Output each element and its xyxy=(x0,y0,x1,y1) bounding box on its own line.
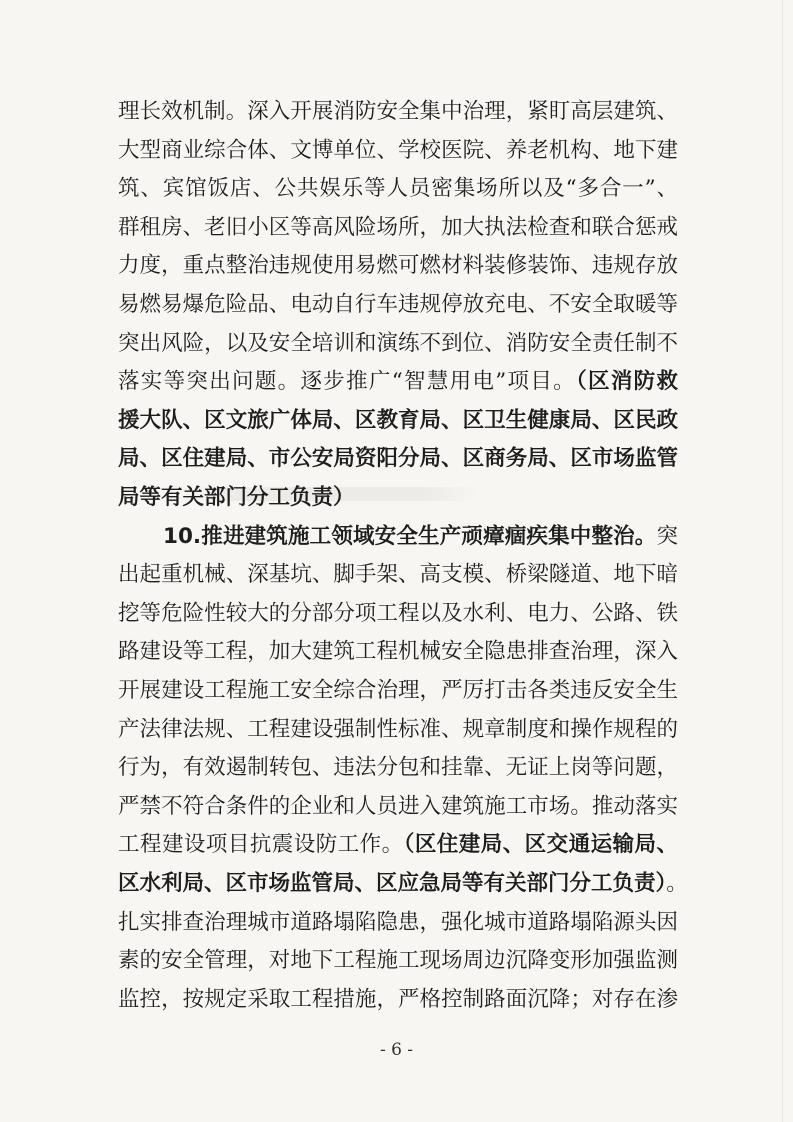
text-segment: 产法律法规、工程建设强制性标准、规章制度和操作规程的 xyxy=(118,716,678,742)
text-segment: 素的安全管理，对地下工程施工现场周边沉降变形加强监测 xyxy=(118,948,678,974)
text-segment: 筑、宾馆饭店、公共娱乐等人员密集场所以及“多合一”、 xyxy=(118,176,678,202)
text-line xyxy=(118,676,678,706)
text-segment: 群租房、老旧小区等高风险场所，加大执法检查和联合惩戒 xyxy=(118,214,678,240)
text-line xyxy=(118,985,678,1015)
text-line xyxy=(118,136,678,166)
text-segment: 突 xyxy=(656,523,678,549)
text-line xyxy=(118,599,678,629)
text-segment: 严禁不符合条件的企业和人员进入建筑施工市场。推动落实 xyxy=(118,793,678,819)
text-segment: 出起重机械、深基坑、脚手架、高支模、桥梁隧道、地下暗 xyxy=(118,562,678,588)
text-segment: 行为，有效遏制转包、违法分包和挂靠、无证上岗等问题， xyxy=(118,755,678,781)
text-line xyxy=(118,753,678,783)
text-line xyxy=(118,830,678,860)
bold-text: （区住建局、区交通运输局、 xyxy=(403,832,678,858)
text-segment: 大型商业综合体、文博单位、学校医院、养老机构、地下建 xyxy=(118,137,678,163)
text-segment: 力度，重点整治违规使用易燃可燃材料装修装饰、违规存放 xyxy=(118,253,678,279)
page-number: - 6 - xyxy=(379,1040,414,1060)
bold-text: 10.推进建筑施工领域安全生产顽瘴痼疾集中整治。 xyxy=(163,523,657,549)
text-segment: 挖等危险性较大的分部分项工程以及水利、电力、公路、铁 xyxy=(118,600,678,626)
text-segment: 开展建设工程施工安全综合治理，严厉打击各类违反安全生 xyxy=(118,678,678,703)
text-line xyxy=(163,522,678,552)
bold-text: （区消防救 xyxy=(575,369,678,395)
text-segment: 路建设等工程，加大建筑工程机械安全隐患排查治理，深入 xyxy=(118,639,678,665)
text-line xyxy=(118,290,678,320)
text-segment: 工程建设项目抗震设防工作。 xyxy=(118,832,404,858)
text-line xyxy=(118,637,678,667)
text-line xyxy=(118,946,678,976)
text-segment: 易燃易爆危险品、电动自行车违规停放充电、不安全取暖等 xyxy=(118,292,678,317)
text-line xyxy=(118,715,678,745)
bold-text: 局、区住建局、市公安局资阳分局、区商务局、区市场监管 xyxy=(118,446,678,472)
text-line xyxy=(118,367,678,397)
bold-text: 局等有关部门分工负责） xyxy=(118,485,355,510)
text-segment: 。 xyxy=(666,871,688,896)
text-segment: 突出风险，以及安全培训和演练不到位、消防安全责任制不 xyxy=(118,330,678,356)
text-line xyxy=(118,213,678,243)
text-line xyxy=(118,406,678,436)
text-line xyxy=(118,869,688,899)
text-line xyxy=(118,97,678,127)
text-segment: 落实等突出问题。逐步推广“智慧用电”项目。 xyxy=(118,369,576,395)
text-line xyxy=(118,908,678,938)
text-line xyxy=(118,174,678,204)
bold-text: 援大队、区文旅广体局、区教育局、区卫生健康局、区民政 xyxy=(118,407,678,433)
text-line xyxy=(118,560,678,590)
text-line xyxy=(118,792,678,822)
text-segment: 监控，按规定采取工程措施，严格控制路面沉降；对存在渗 xyxy=(118,986,678,1012)
text-line xyxy=(118,329,678,359)
text-line xyxy=(118,483,678,513)
text-segment: 扎实排查治理城市道路塌陷隐患，强化城市道路塌陷源头因 xyxy=(118,909,678,935)
bold-text: 区水利局、区市场监管局、区应急局等有关部门分工负责） xyxy=(118,871,667,896)
text-line xyxy=(118,444,678,474)
page-edge xyxy=(782,0,783,1122)
text-segment: 理长效机制。深入开展消防安全集中治理，紧盯高层建筑、 xyxy=(118,99,678,124)
text-line xyxy=(118,251,678,281)
